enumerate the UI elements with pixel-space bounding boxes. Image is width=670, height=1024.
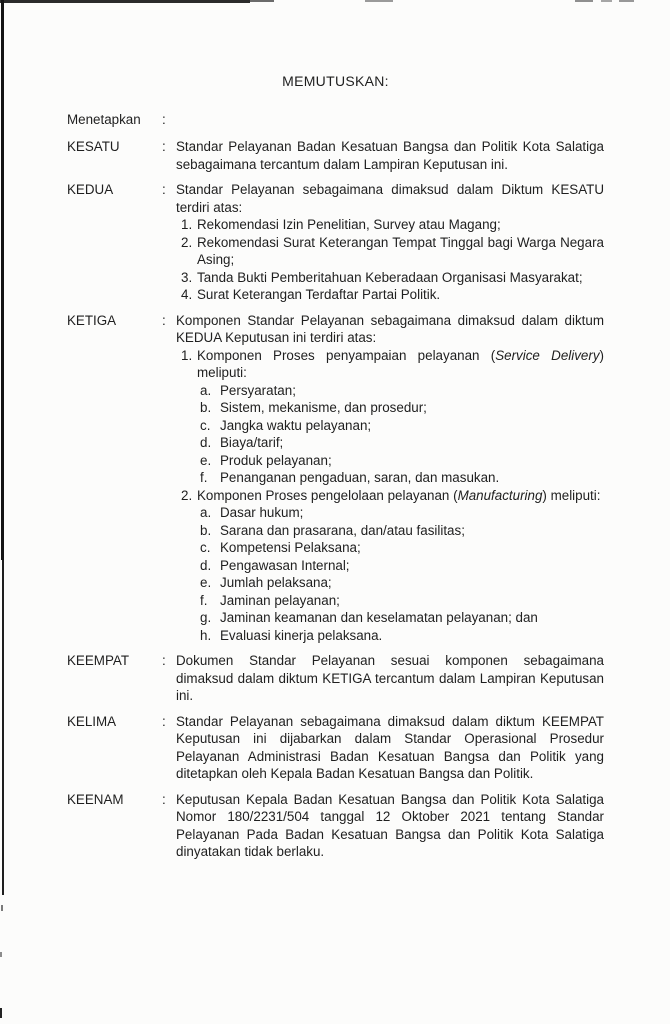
list-item (181, 216, 604, 234)
section-body: Komponen Standar Pelayanan sebagaimana dimaksud dalam diktum KEDUA Keputusan ini terdiri atas: (176, 312, 604, 345)
scan-artifact-speckle (0, 952, 2, 957)
list-item (181, 286, 604, 304)
section-label: KEDUA (67, 182, 114, 197)
letter-list (197, 382, 604, 487)
list-marker: b. (200, 522, 212, 538)
sublist-item-text: Dasar hukum; (220, 505, 304, 520)
list-marker: 1. (181, 217, 193, 232)
preamble-row (67, 111, 604, 129)
sublist-item (200, 539, 604, 557)
sublist-item-text: Jumlah pelaksana; (220, 575, 332, 590)
section-keempat (67, 652, 604, 705)
scan-artifact-top-dash (575, 0, 593, 2)
section-kedua (67, 181, 604, 304)
sublist-item-text: Penanganan pengaduan, saran, dan masukan. (220, 470, 500, 485)
numbered-list (176, 216, 604, 304)
italic-term: Service Delivery (495, 347, 600, 363)
list-item (181, 234, 604, 269)
section-label: KEEMPAT (67, 653, 130, 668)
numbered-list (176, 347, 604, 645)
scan-artifact-top-bar (0, 0, 250, 3)
sublist-item-text: Kompetensi Pelaksana; (220, 540, 361, 555)
sublist-item (200, 592, 604, 610)
section-body: Standar Pelayanan sebagaimana dimaksud dalam Diktum KESATU terdiri atas: (176, 182, 604, 215)
list-item-text: Komponen Proses pengelolaan pelayanan (Manufacturing) meliputi: (197, 487, 601, 503)
section-kesatu (67, 138, 604, 173)
scan-artifact-top-dash (365, 0, 393, 2)
section-body: Dokumen Standar Pelayanan sesuai komponen sebagaimana dimaksud dalam diktum KETIGA tercantum dalam Lampiran Keputusan ini. (176, 653, 604, 703)
sublist-item (200, 434, 604, 452)
section-colon: : (162, 713, 166, 729)
list-item (181, 347, 604, 487)
decree-content (67, 73, 604, 869)
sublist-item-text: Jaminan pelayanan; (220, 592, 340, 608)
sublist-item-text: Jaminan keamanan dan keselamatan pelayanan; dan (220, 610, 538, 625)
list-marker: 1. (181, 347, 193, 363)
list-marker: f. (200, 470, 208, 485)
list-marker: e. (200, 452, 212, 468)
list-marker: h. (200, 627, 212, 643)
scan-artifact-speckle (1, 905, 3, 911)
scan-artifact-top-bar (250, 0, 274, 2)
section-body: Standar Pelayanan Badan Kesatuan Bangsa dan Politik Kota Salatiga sebagaimana tercantum dalam Lampiran Keputusan ini. (176, 139, 604, 172)
list-item-text: Rekomendasi Surat Keterangan Tempat Tinggal bagi Warga Negara Asing; (197, 234, 604, 267)
scan-artifact-speckle (0, 1008, 2, 1018)
section-colon: : (162, 182, 166, 197)
section-label: KEENAM (67, 791, 124, 807)
section-label: KESATU (67, 139, 120, 154)
sublist-item (200, 504, 604, 522)
list-marker: 3. (181, 269, 193, 285)
sublist-item-text: Biaya/tarif; (220, 435, 284, 450)
list-marker: 2. (181, 234, 193, 250)
sublist-item-text: Sarana dan prasarana, dan/atau fasilitas; (220, 522, 465, 538)
scan-artifact-left-line (2, 560, 4, 895)
scan-artifact-left-line (1, 0, 4, 560)
list-marker: b. (200, 400, 212, 415)
list-item-text: Tanda Bukti Pemberitahuan Keberadaan Organisasi Masyarakat; (197, 269, 583, 285)
section-body: Keputusan Kepala Badan Kesatuan Bangsa dan Politik Kota Salatiga Nomor 180/2231/504 tanggal 12 Oktober 2021 tentang Standar Pelayanan Pada Badan Kesatuan Bangsa dan Politik Kota Salatiga dinyatakan tidak berlaku. (176, 791, 604, 859)
section-label: KELIMA (67, 713, 117, 729)
sublist-item (200, 557, 604, 575)
section-kelima (67, 713, 604, 783)
list-marker: c. (200, 540, 211, 555)
sublist-item (200, 627, 604, 645)
sublist-item-text: Sistem, mekanisme, dan prosedur; (220, 400, 427, 415)
sublist-item (200, 609, 604, 627)
sublist-item (200, 382, 604, 400)
list-marker: 4. (181, 287, 193, 302)
sublist-item-text: Jangka waktu pelayanan; (220, 417, 372, 433)
section-colon: : (162, 791, 166, 807)
list-marker: a. (200, 505, 212, 520)
decree-heading: MEMUTUSKAN: (282, 73, 389, 89)
preamble-colon: : (162, 111, 166, 127)
scan-artifact-top-dash (619, 0, 634, 2)
section-colon: : (162, 139, 166, 154)
sublist-item-text: Produk pelayanan; (220, 452, 332, 468)
list-marker: 2. (181, 487, 193, 503)
sublist-item-text: Persyaratan; (220, 382, 296, 398)
list-marker: a. (200, 382, 212, 398)
list-marker: d. (200, 557, 212, 573)
list-marker: f. (200, 592, 208, 608)
list-item-text: Surat Keterangan Terdaftar Partai Politik. (197, 287, 441, 302)
list-item (181, 269, 604, 287)
section-body: Standar Pelayanan sebagaimana dimaksud dalam diktum KEEMPAT Keputusan ini dijabarkan dalam Standar Operasional Prosedur Pelayanan Administrasi Badan Kesatuan Bangsa dan Politik yang ditetapkan oleh Kepala Badan Kesatuan Bangsa dan Politik. (176, 713, 604, 781)
list-marker: c. (200, 417, 211, 433)
sublist-item (200, 417, 604, 435)
sublist-item-text: Pengawasan Internal; (220, 557, 350, 573)
section-colon: : (162, 653, 166, 668)
sublist-item (200, 574, 604, 592)
sublist-item-text: Evaluasi kinerja pelaksana. (220, 627, 383, 643)
list-marker: e. (200, 575, 212, 590)
list-item (181, 487, 604, 645)
list-marker: g. (200, 610, 212, 625)
section-label: KETIGA (67, 312, 117, 328)
preamble-label: Menetapkan (67, 111, 141, 127)
list-item-text: Komponen Proses penyampaian pelayanan (Service Delivery) meliputi: (197, 347, 604, 380)
sublist-item (200, 522, 604, 540)
letter-list (197, 504, 604, 644)
sublist-item (200, 399, 604, 417)
sublist-item (200, 452, 604, 470)
section-keenam (67, 791, 604, 861)
section-colon: : (162, 312, 166, 328)
sublist-item (200, 469, 604, 487)
list-marker: d. (200, 435, 212, 450)
list-item-text: Rekomendasi Izin Penelitian, Survey atau Magang; (197, 217, 501, 232)
section-ketiga (67, 312, 604, 645)
italic-term: Manufacturing (457, 487, 543, 503)
scan-artifact-top-dash (601, 0, 612, 2)
